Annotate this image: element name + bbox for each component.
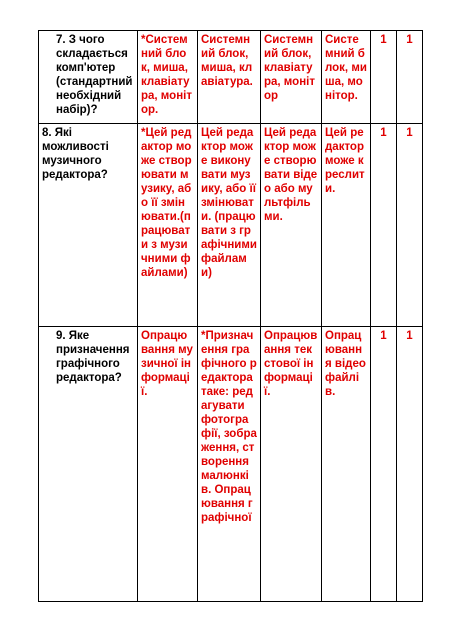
- score-cell: 1: [397, 327, 423, 602]
- question-line: 7. З чого: [56, 34, 105, 46]
- answer-option-4: Цей редактор може креслити.: [322, 124, 371, 327]
- question-line: 8. Які: [42, 127, 73, 139]
- question-line: редактора?: [42, 169, 108, 181]
- answer-option-1: *Цей редактор може створювати музику, або її змінювати.(працювати з музичними файлами): [138, 124, 198, 327]
- question-cell: [39, 124, 138, 327]
- answer-option-3: Системний блок, клавіатура, монітор: [261, 31, 322, 124]
- answer-option-2: Системний блок, миша, клавіатура.: [198, 31, 261, 124]
- question-line: графічного: [56, 358, 120, 370]
- score-cell: 1: [371, 327, 397, 602]
- question-line: музичного: [42, 155, 102, 167]
- score-cell: 1: [371, 31, 397, 124]
- answer-option-4: Системний блок, миша, монітор.: [322, 31, 371, 124]
- quiz-table: [38, 30, 423, 602]
- answer-option-3: Цей редактор може створювати відео або мультфільми.: [261, 124, 322, 327]
- answer-option-3: Опрацювання текстової інформації.: [261, 327, 322, 602]
- question-line: 9. Яке: [56, 330, 90, 342]
- question-line: можливості: [42, 141, 109, 153]
- score-cell: 1: [371, 124, 397, 327]
- question-line: призначення: [56, 344, 130, 356]
- question-line: складається: [56, 48, 128, 60]
- score-cell: 1: [397, 124, 423, 327]
- table-row: [39, 327, 423, 602]
- question-line: (стандартний: [56, 76, 133, 88]
- question-line: комп'ютер: [56, 62, 116, 74]
- question-line: необхідний: [56, 90, 122, 102]
- table-row: [39, 124, 423, 327]
- question-cell: [39, 327, 138, 602]
- question-cell: [39, 31, 138, 124]
- answer-option-2: *Призначення графічного редактора таке: редагувати фотографії, зображення, створення малюнків. Опрацювання графічної: [198, 327, 261, 602]
- question-line: набір)?: [56, 104, 98, 116]
- answer-option-2: Цей редактор може виконувати музику, або її змінювати. (працювати з графічними файлами): [198, 124, 261, 327]
- question-line: редактора?: [56, 372, 122, 384]
- answer-option-1: Опрацювання музичної інформації.: [138, 327, 198, 602]
- answer-option-4: Опрацювання відео файлів.: [322, 327, 371, 602]
- table-row: [39, 31, 423, 124]
- answer-option-1: *Системний блок, миша, клавіатура, монітор.: [138, 31, 198, 124]
- score-cell: 1: [397, 31, 423, 124]
